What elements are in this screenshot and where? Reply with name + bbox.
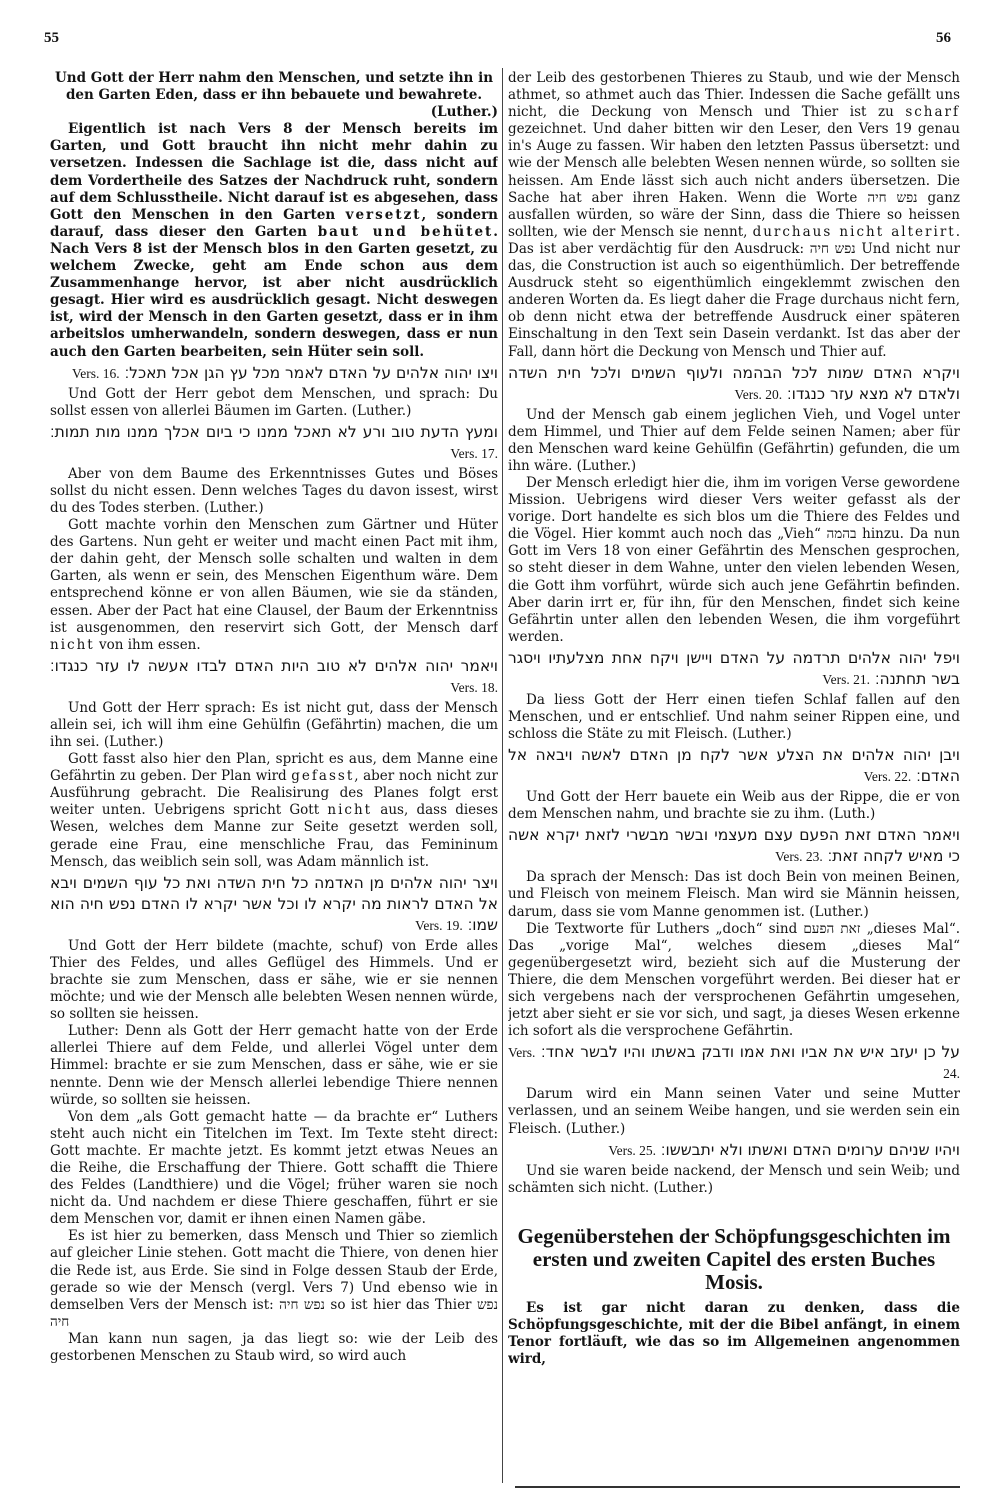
hebrew-verse-18: ויאמר יהוה אלהים לא טוב היות האדם לבדו אעשה לו עזר כנגדו׃ Vers. 18. (50, 656, 498, 695)
hebrew-verse-17: ומעץ הדעת טוב ורע לא תאכל ממנו כי ביום אכלך ממנו מות תמות׃ Vers. 17. (50, 422, 498, 461)
emphasis: gefasst (291, 768, 355, 785)
hebrew-verse-20: ויקרא האדם שמות לכל הבהמה ולעוף השמים ולכל חית השדה ולאדם לא מצא עזר כנגדו׃ Vers. 20. (508, 363, 960, 403)
column-divider (502, 68, 503, 1483)
verse-19-translation: Und Gott der Herr bildete (machte, schuf) von Erde alles Thier des Feldes, und alles Geflügel des Himmels. Und er brachte sie zum Menschen, dass er sähe, wie er sie nennen möchte; und wie der Mensch alle belebten Wesen nennen würde, so sollten sie heissen. (50, 937, 498, 1023)
commentary-17: Gott machte vorhin den Menschen zum Gärtner und Hüter des Gartens. Nun geht er weiter und macht einen Pact mit ihm, der dahin geht, der Mensch solle schalten und walten in dem Garten, als wenn er sein, des Menschen Eigenthum wäre. Dem entsprechend könne er von allen Bäumen, wie sie da ständen, essen. Aber der Pact hat eine Clausel, der Baum der Erkenntniss ist ausgenommen, den reservirt sich Gott, der Mensch darf nicht von ihm essen. (50, 517, 498, 653)
hebrew-phrase: נפש חיה (279, 1296, 325, 1313)
commentary-19-text: Von dem „als Gott gemacht hatte — da brachte er“ Luthers steht auch nicht ein Titelchen im Text. Im Texte steht direct: Gott machte. Er machte jetzt. Es kommt jetzt etwas Neues an die Reihe, die Erschaffung der Thiere. Gott schafft die Thiere des Feldes (Landthiere) und die Vögel; früher waren sie noch nicht da. Und nachdem er diese Thiere geschaffen, führt er sie dem Menschen vor, damit er ihnen einen Namen gäbe. (50, 1108, 498, 1228)
verse-20-translation: Und der Mensch gab einem jeglichen Vieh, und Vogel unter dem Himmel, und Thier auf dem Felde seinen Namen; aber für den Menschen ward keine Gehülfin (Gefährtin) gefunden, die um ihn wäre. (Luther.) (508, 406, 960, 474)
commentary-19-comparison: Es ist hier zu bemerken, dass Mensch und Thier so ziemlich auf gleicher Linie stehen. Gott macht die Thiere, von denen hier die Rede ist, aus Erde. Sie sind in Folge dessen Staub der Erde, gerade so wie der Mensch (vergl. Vers 7) Und ebenso wie in demselben Vers der Mensch ist: נפש חיה so ist hier das Thier נפש חיה (50, 1228, 498, 1330)
section-intro: Es ist gar nicht daran zu denken, dass die Schöpfungsgeschichte, mit der die Bibel anfängt, in einem Tenor fortläuft, wie das so im Allgemeinen angenommen wird, (508, 1299, 960, 1368)
verse-15-translation: Und Gott der Herr nahm den Menschen, und setzte ihn in den Garten Eden, dass er ihn bebauete und bewahrete. (54, 70, 494, 104)
left-column (50, 70, 498, 1470)
bottom-rule (515, 1486, 960, 1488)
hebrew-phrase: בהמה (826, 526, 857, 543)
hebrew-verse-23: ויאמר האדם זאת הפעם עצם מעצמי ובשר מבשרי לזאת יקרא אשה כי מאיש לקחה זאת׃ Vers. 23. (508, 826, 960, 866)
hebrew-verse-16: ויצו יהוה אלהים על האדם לאמר מכל עץ הגן אכל תאכל׃ Vers. 16. (72, 363, 498, 382)
verse-25-translation: Und sie waren beide nackend, der Mensch und sein Weib; und schämten sich nicht. (Luther.) (508, 1162, 960, 1196)
hebrew-verse-22: ויבן יהוה אלהים את הצלע אשר לקח מן האדם לאשה ויבאה אל האדם׃ Vers. 22. (508, 746, 960, 786)
commentary-19-end: der Leib des gestorbenen Thieres zu Staub, und wie der Mensch athmet, so athmet auch das Thier. Indessen die Sache gefällt uns nicht, die Deckung von Mensch und Thier ist zu scharf gezeichnet. Und daher bitten wir den Leser, den Vers 19 genau in's Auge zu fassen. Wir haben den letzten Passus übersetzt: und wie der Mensch alle belebten Wesen nennen würde, so sollten sie heissen. Am Ende lässt sich auch nicht anders übersetzen. Die Sache hat aber ihren Haken. Wenn die Worte נפש חיה ganz ausfallen würden, so wäre der Sinn, dass die Thiere so heissen sollten, wie der Mensch sie nennt, durchaus nicht alterirt. Das ist aber verdächtig für den Ausdruck: נפש חיה Und nicht nur das, die Construction ist auch so eigenthümlich. Der betreffende Ausdruck steht so eigenthümlich eingeklemmt zwischen den anderen Worten da. Es liegt daher die Frage durchaus nicht fern, ob denn nicht etwa der betreffende Ausdruck einer späteren Einschaltung in den Text sein Dasein verdankt. Ist das aber der Fall, dann hört die Deckung von Mensch und Thier auf. (508, 70, 960, 360)
hebrew-verse-21: ויפל יהוה אלהים תרדמה על האדם ויישן ויקח אחת מצלעתיו ויסגר בשר תחתנה׃ Vers. 21. (508, 648, 960, 688)
page-number-right: 56 (936, 30, 951, 46)
hebrew-verse-24: על כן יעזב איש את אביו ואת אמו ודבק באשתו והיו לבשר אחד׃ Vers. 24. (508, 1043, 960, 1082)
verse-number: Vers. 20. (734, 386, 783, 402)
verse-number: Vers. 21. (822, 671, 871, 687)
emphasis: baut und behütet (317, 223, 494, 240)
page-number-left: 55 (44, 30, 59, 46)
commentary-23: Die Textworte für Luthers „doch“ sind זאת הפעם „dieses Mal“. Das „vorige Mal“, welches diesem „dieses Mal“ gegenübergesetzt wird, bezieht sich auf die Musterung der Thiere, die dem Menschen vorgeführt werden. Bei dieser hat er sich vergebens nach der versprochenen Gefährtin umgesehen, jetzt aber sieht er sie vor sich, und sagt, ja dieses Wesen erkenne ich sofort als die versprochene Gefährtin. (508, 920, 960, 1040)
commentary-18: Gott fasst also hier den Plan, spricht es aus, dem Manne eine Gefährtin zu geben. Der Plan wird gefasst, aber noch nicht zur Ausführung gebracht. Die Realisirung des Planes folgt erst weiter unten. Uebrigens spricht Gott nicht aus, dass dieses Wesen, welches dem Manne zur Seite gesetzt werden soll, gerade eine Frau, eine menschliche Frau, das Femininum Mensch, das weiblich sein soll, was Adam männlich ist. (50, 751, 498, 870)
hebrew-phrase: נפש חיה (809, 240, 856, 257)
commentary-19-luther: Luther: Denn als Gott der Herr gemacht hatte von der Erde allerlei Thiere auf dem Felde, und allerlei Vögel unter dem Himmel: brachte er sie zum Menschen, dass er sähe, wie er sie nennte. Denn wie der Mensch allerlei lebendige Thiere nennen würde, so sollten sie heissen. (50, 1023, 498, 1108)
emphasis: nicht (327, 802, 373, 819)
verse-number: Vers. 19. (415, 917, 463, 933)
verse-16-translation: Und Gott der Herr gebot dem Menschen, und sprach: Du sollst essen von allerlei Bäumen im Garten. (Luther.) (50, 385, 498, 419)
hebrew-phrase: נפש חיה (867, 189, 918, 206)
emphasis: nicht (50, 636, 95, 653)
verse-number: Vers. 22. (863, 769, 912, 785)
verse-17-translation: Aber von dem Baume des Erkenntnisses Gutes und Böses sollst du nicht essen. Denn welches Tages du davon issest, wirst du des Todes sterben. (Luther.) (50, 465, 498, 516)
verse-number: Vers. 23. (775, 849, 823, 865)
verse-15-source: (Luther.) (430, 104, 498, 121)
verse-number: Vers. 24. (508, 1045, 960, 1082)
right-column (508, 70, 960, 1470)
verse-18-translation: Und Gott der Herr sprach: Es ist nicht gut, dass der Mensch allein sei, ich will ihm eine Gehülfin (Gefährtin) machen, die um ihn sei. (Luther.) (50, 699, 498, 750)
hebrew-phrase: נפש חיה (50, 1296, 498, 1330)
verse-22-translation: Und Gott der Herr bauete ein Weib aus der Rippe, die er von dem Menschen nahm, und brachte sie zu ihm. (Luth.) (508, 789, 960, 823)
verse-24-translation: Darum wird ein Mann seinen Vater und seine Mutter verlassen, und an seinem Weibe hangen, und sie werden sein ein Fleisch. (Luther.) (508, 1086, 960, 1137)
section-heading: Gegenüberstehen der Schöpfungsgeschichten im ersten und zweiten Capitel des ersten Buches Mosis. (517, 1223, 951, 1294)
verse-23-translation: Da sprach der Mensch: Das ist doch Bein von meinen Beinen, und Fleisch von meinem Fleisch. Man wird sie Männin heissen, darum, dass sie vom Manne genommen ist. (Luther.) (508, 869, 960, 920)
hebrew-verse-25: ויהיו שניהם ערומים האדם ואשתו ולא יתבששו׃ Vers. 25. (608, 1140, 960, 1159)
commentary-20: Der Mensch erledigt hier die, ihm im vorigen Verse gewordene Mission. Uebrigens wird dieser Vers weiter gefasst als der vorige. Dort handelte es sich blos um die Thiere des Feldes und die Vögel. Hier kommt auch noch das „Vieh“ בהמה hinzu. Da nun Gott im Vers 18 von einer Gefährtin des Menschen gesprochen, so steht dieser in dem Wahne, unter den vielen lebenden Wesen, die Gott ihm vorführt, würde sich auch jene Gefährtin befinden. Aber darin irrt er, für ihn, für den Menschen, findet sich keine Gefährtin unter allen den lebenden Wesen, die ihm vorgeführt werden. (508, 474, 960, 645)
verse-number: Vers. 18. (450, 679, 498, 695)
emphasis: versetzt (345, 206, 422, 223)
commentary-15: Eigentlich ist nach Vers 8 der Mensch bereits im Garten, und Gott braucht ihn nicht mehr dahin zu versetzen. Indessen die Sachlage ist die, dass nicht auf dem Vordertheile des Satzes der Nachdruck ruht, sondern auf dem Schlusstheile. Nicht darauf ist es abgesehen, dass Gott den Menschen in den Garten versetzt, sondern darauf, dass dieser den Garten baut und behütet. Nach Vers 8 ist der Mensch blos in den Garten gesetzt, zu welchem Zwecke, geht am Ende schon aus dem Zusammenhange hervor, ist aber nicht ausdrücklich gesagt. Hier wird es ausdrücklich gesagt. Nicht deswegen ist, wird der Mensch in den Garten gesetzt, dass er in ihm arbeitslos umherwandeln, sondern deswegen, dass er nun auch den Garten bearbeiten, sein Hüter sein soll. (50, 121, 498, 360)
commentary-19-continuation: Man kann nun sagen, ja das liegt so: wie der Leib des gestorbenen Menschen zu Staub wird, so wird auch (50, 1330, 498, 1364)
verse-number: Vers. 25. (608, 1142, 656, 1158)
verse-21-translation: Da liess Gott der Herr einen tiefen Schlaf fallen auf den Menschen, und er entschlief. Und nahm seiner Rippen eine, und schloss die Stäte zu mit Fleisch. (Luther.) (508, 691, 960, 743)
hebrew-phrase: זאת הפעם (803, 920, 861, 937)
verse-number: Vers. 17. (450, 445, 498, 461)
emphasis: durchaus nicht alterirt (752, 223, 956, 240)
emphasis: scharf (905, 104, 960, 121)
hebrew-verse-19: ויצר יהוה אלהים מן האדמה כל חית השדה ואת כל עוף השמים ויבא אל האדם לראות מה יקרא לו וכל אשר יקרא לו האדם נפש חיה הוא שמו׃ Vers. 19. (50, 873, 498, 934)
verse-number: Vers. 16. (72, 365, 120, 381)
